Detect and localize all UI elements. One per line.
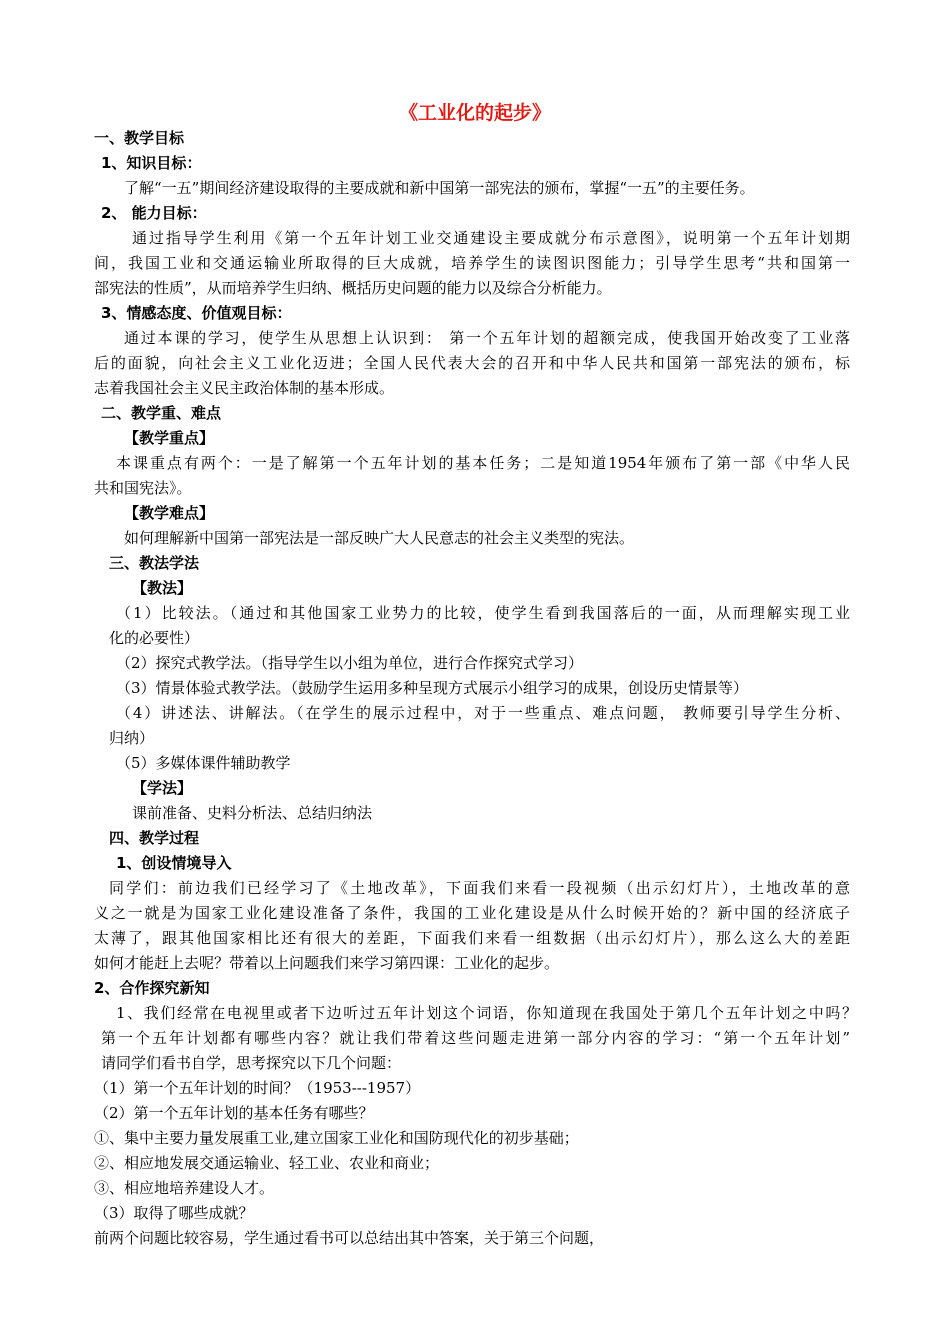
- paragraph-line: （3）情景体验式教学法。（鼓励学生运用多种呈现方式展示小组学习的成果，创设历史情景等）: [116, 679, 749, 697]
- paragraph-line: 同学们：前边我们已经学习了《土地改革》，下面我们来看一段视频（出示幻灯片），土地改革的意: [109, 879, 850, 897]
- paragraph-line: 本课重点有两个：一是了解第一个五年计划的基本任务；二是知道1954年颁布了第一部《中华人民: [116, 454, 850, 472]
- paragraph-line: 间，我国工业和交通运输业所取得的巨大成就，培养学生的读图识图能力；引导学生思考“共和国第一: [94, 254, 850, 272]
- subsection-heading: 1、知识目标：: [101, 154, 202, 172]
- list-item: （3）取得了哪些成就？: [94, 1204, 254, 1222]
- list-item: ①、集中主要力量发展重工业,建立国家工业化和国防现代化的初步基础；: [94, 1129, 579, 1147]
- paragraph-line: 义之一就是为国家工业化建设准备了条件，我国的工业化建设是从什么时候开始的？新中国的经济底子: [94, 904, 850, 922]
- paragraph-line: 太薄了，跟其他国家相比还有很大的差距，下面我们来看一组数据（出示幻灯片），那么这么大的差距: [94, 929, 850, 947]
- paragraph-line: 化的必要性）: [109, 629, 200, 647]
- list-item: （1）第一个五年计划的时间？（1953---1957）: [94, 1079, 421, 1097]
- paragraph-line: 通过指导学生利用《第一个五年计划工业交通建设主要成就分布示意图》，说明第一个五年计划期: [132, 229, 850, 247]
- paragraph-line: 第一个五年计划都有哪些内容？就让我们带着这些问题走进第一部分内容的学习：“第一个五年计划”: [101, 1029, 850, 1047]
- bracket-heading: 【学法】: [132, 779, 193, 797]
- paragraph-line: 归纳）: [109, 729, 155, 747]
- paragraph-line: 课前准备、史料分析法、总结归纳法: [132, 804, 373, 822]
- subsection-heading: 2、 能力目标：: [101, 204, 207, 222]
- document-title: 《工业化的起步》: [398, 102, 551, 124]
- bracket-heading: 【教法】: [132, 579, 193, 597]
- paragraph-line: 1、我们经常在电视里或者下边听过五年计划这个词语，你知道现在我国处于第几个五年计划之中吗？: [116, 1004, 857, 1022]
- paragraph-line: 部宪法的性质”，从而培养学生归纳、概括历史问题的能力以及综合分析能力。: [94, 279, 612, 297]
- subsection-heading: 2、合作探究新知: [94, 979, 210, 997]
- paragraph-line: 前两个问题比较容易，学生通过看书可以总结出其中答案，关于第三个问题，: [94, 1229, 605, 1247]
- list-item: ②、相应地发展交通运输业、轻工业、农业和商业；: [94, 1154, 440, 1172]
- section-heading: 三、教法学法: [109, 554, 200, 572]
- paragraph-line: （1）比较法。（通过和其他国家工业势力的比较，使学生看到我国落后的一面，从而理解实现工业: [116, 604, 850, 622]
- paragraph-line: 后的面貌，向社会主义工业化迈进；全国人民代表大会的召开和中华人民共和国第一部宪法的颁布，标: [94, 354, 850, 372]
- paragraph-line: 请同学们看书自学，思考探究以下几个问题：: [101, 1054, 402, 1072]
- bracket-heading: 【教学难点】: [124, 504, 215, 522]
- paragraph-line: 了解“一五”期间经济建设取得的主要成就和新中国第一部宪法的颁布，掌握“一五”的主要任务。: [124, 179, 755, 197]
- paragraph-line: 共和国宪法》。: [94, 479, 192, 497]
- list-item: （2）第一个五年计划的基本任务有哪些？: [94, 1104, 374, 1122]
- paragraph-line: （4）讲述法、讲解法。（在学生的展示过程中，对于一些重点、难点问题， 教师要引导学生分析、: [116, 704, 850, 722]
- paragraph-line: 如何才能赶上去呢？带着以上问题我们来学习第四课：工业化的起步。: [94, 954, 560, 972]
- paragraph-line: 如何理解新中国第一部宪法是一部反映广大人民意志的社会主义类型的宪法。: [124, 529, 635, 547]
- paragraph-line: （5）多媒体课件辅助教学: [116, 754, 291, 772]
- bracket-heading: 【教学重点】: [124, 429, 215, 447]
- paragraph-line: 通过本课的学习，使学生从思想上认识到： 第一个五年计划的超额完成，使我国开始改变了工业落: [124, 329, 850, 347]
- section-heading: 二、教学重、难点: [101, 404, 222, 422]
- section-heading: 一、教学目标: [94, 129, 185, 147]
- paragraph-line: （2）探究式教学法。（指导学生以小组为单位，进行合作探究式学习）: [116, 654, 584, 672]
- subsection-heading: 1、创设情境导入: [116, 854, 232, 872]
- section-heading: 四、教学过程: [109, 829, 200, 847]
- paragraph-line: 志着我国社会主义民主政治体制的基本形成。: [94, 379, 395, 397]
- list-item: ③、相应地培养建设人才。: [94, 1179, 275, 1197]
- subsection-heading: 3、情感态度、价值观目标：: [101, 304, 292, 322]
